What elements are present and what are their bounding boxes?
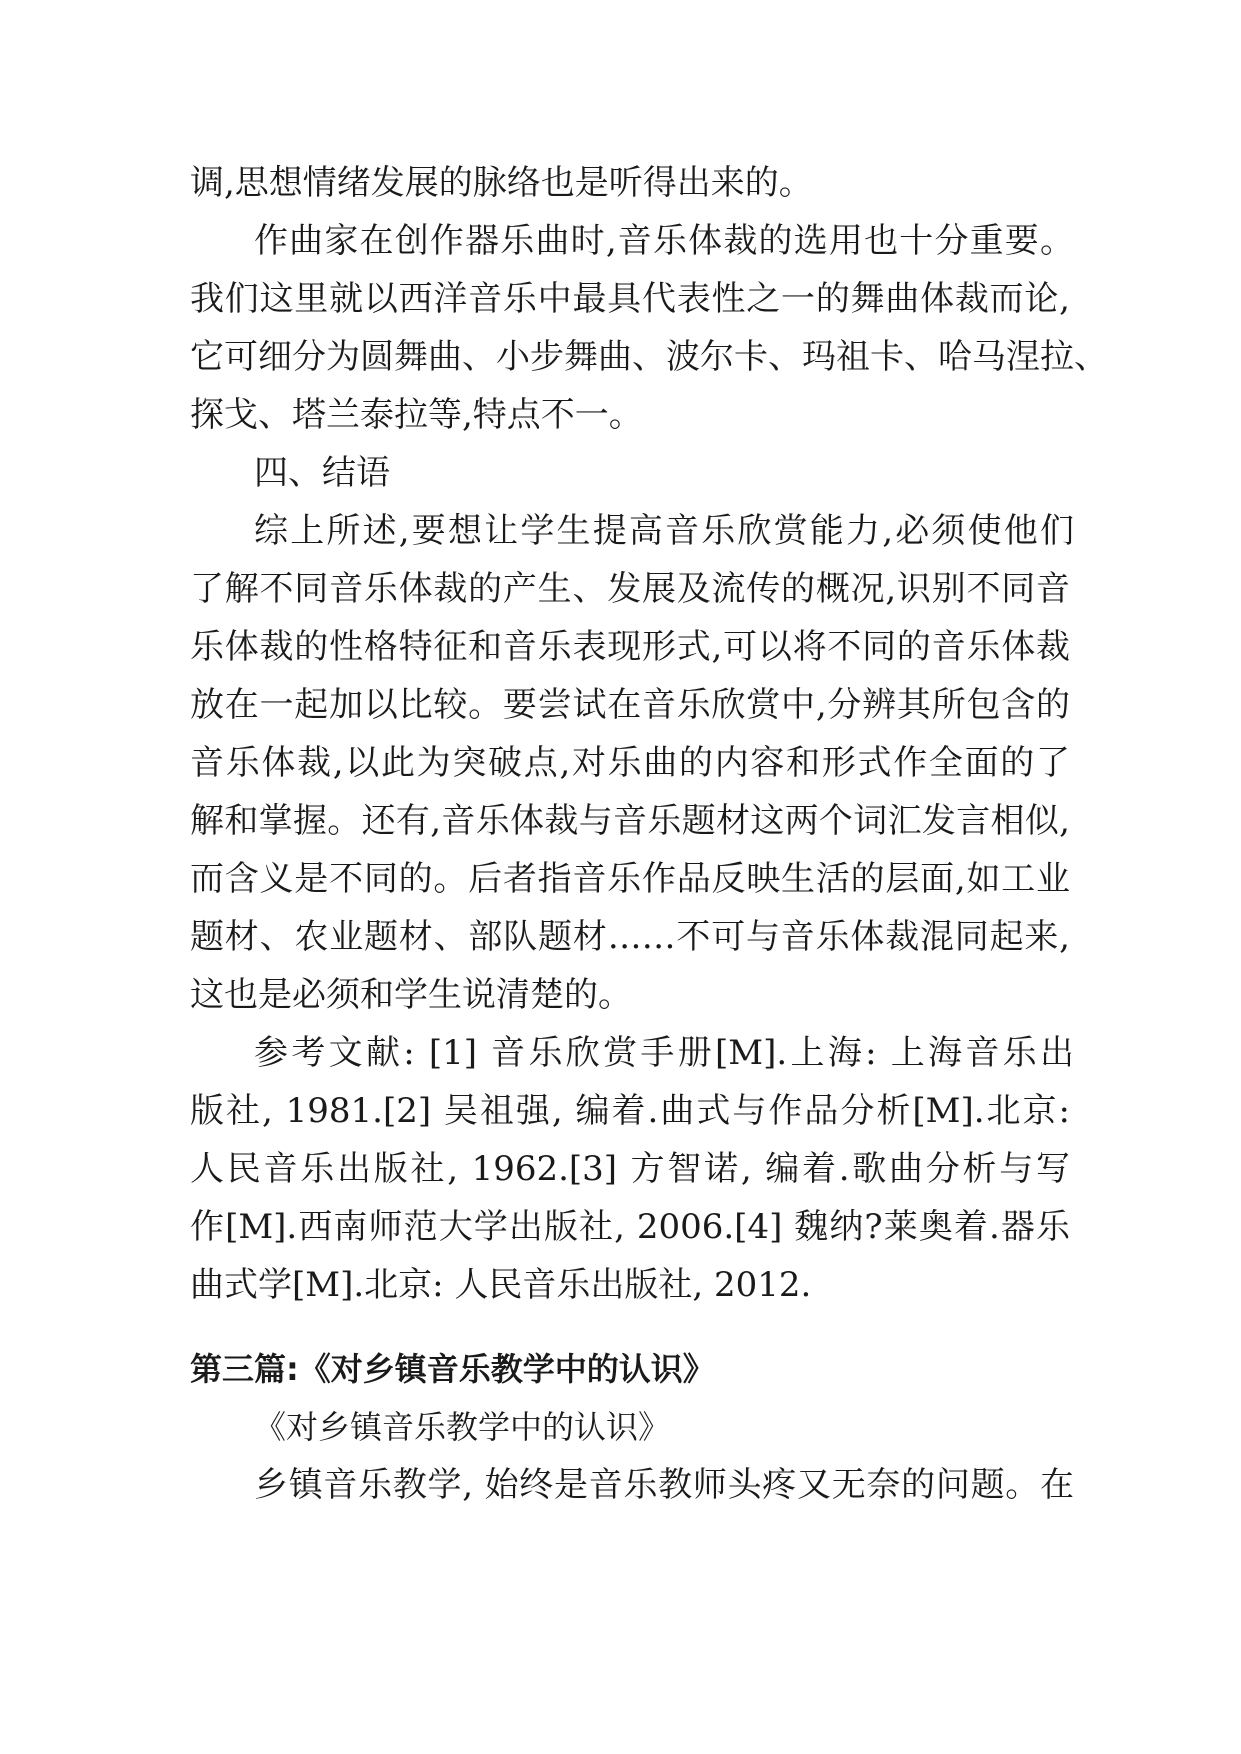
- references-line: 作[M].西南师范大学出版社, 2006.[4] 魏纳?莱奥着.器乐: [190, 1207, 1070, 1247]
- references-line: 人民音乐出版社, 1962.[3] 方智诺, 编着.歌曲分析与写: [190, 1149, 1070, 1189]
- paragraph-line: 它可细分为圆舞曲、小步舞曲、波尔卡、玛祖卡、哈马涅拉、: [190, 337, 1108, 377]
- paragraph-line: 综上所述,要想让学生提高音乐欣赏能力,必须使他们: [254, 511, 1074, 551]
- paragraph-line: 乐体裁的性格特征和音乐表现形式,可以将不同的音乐体裁: [190, 627, 1070, 667]
- paragraph-line: 作曲家在创作器乐曲时,音乐体裁的选用也十分重要。: [254, 221, 1074, 261]
- references-line: 曲式学[M].北京: 人民音乐出版社, 2012.: [190, 1265, 812, 1305]
- paragraph-line: 了解不同音乐体裁的产生、发展及流传的概况,识别不同音: [190, 569, 1070, 609]
- paragraph-line: 解和掌握。还有,音乐体裁与音乐题材这两个词汇发言相似,: [190, 801, 1070, 841]
- paragraph-line: 放在一起加以比较。要尝试在音乐欣赏中,分辨其所包含的: [190, 685, 1070, 725]
- references-line: 版社, 1981.[2] 吴祖强, 编着.曲式与作品分析[M].北京:: [190, 1091, 1070, 1131]
- chapter-heading: 第三篇:《对乡镇音乐教学中的认识》: [190, 1350, 715, 1388]
- paragraph-line: 而含义是不同的。后者指音乐作品反映生活的层面,如工业: [190, 859, 1070, 899]
- paragraph-line: 探戈、塔兰泰拉等,特点不一。: [190, 395, 643, 435]
- paragraph-line: 乡镇音乐教学, 始终是音乐教师头疼又无奈的问题。在: [254, 1465, 1074, 1505]
- paragraph-line: 我们这里就以西洋音乐中最具代表性之一的舞曲体裁而论,: [190, 279, 1070, 319]
- section-heading-conclusion: 四、结语: [254, 453, 390, 493]
- references-line: 参考文献: [1] 音乐欣赏手册[M].上海: 上海音乐出: [254, 1033, 1074, 1073]
- article-title: 《对乡镇音乐教学中的认识》: [254, 1408, 671, 1446]
- paragraph-line: 这也是必须和学生说清楚的。: [190, 975, 632, 1015]
- paragraph-line: 调,思想情绪发展的脉络也是听得出来的。: [190, 163, 813, 203]
- paragraph-line: 音乐体裁,以此为突破点,对乐曲的内容和形式作全面的了: [190, 743, 1070, 783]
- paragraph-line: 题材、农业题材、部队题材……不可与音乐体裁混同起来,: [190, 917, 1070, 957]
